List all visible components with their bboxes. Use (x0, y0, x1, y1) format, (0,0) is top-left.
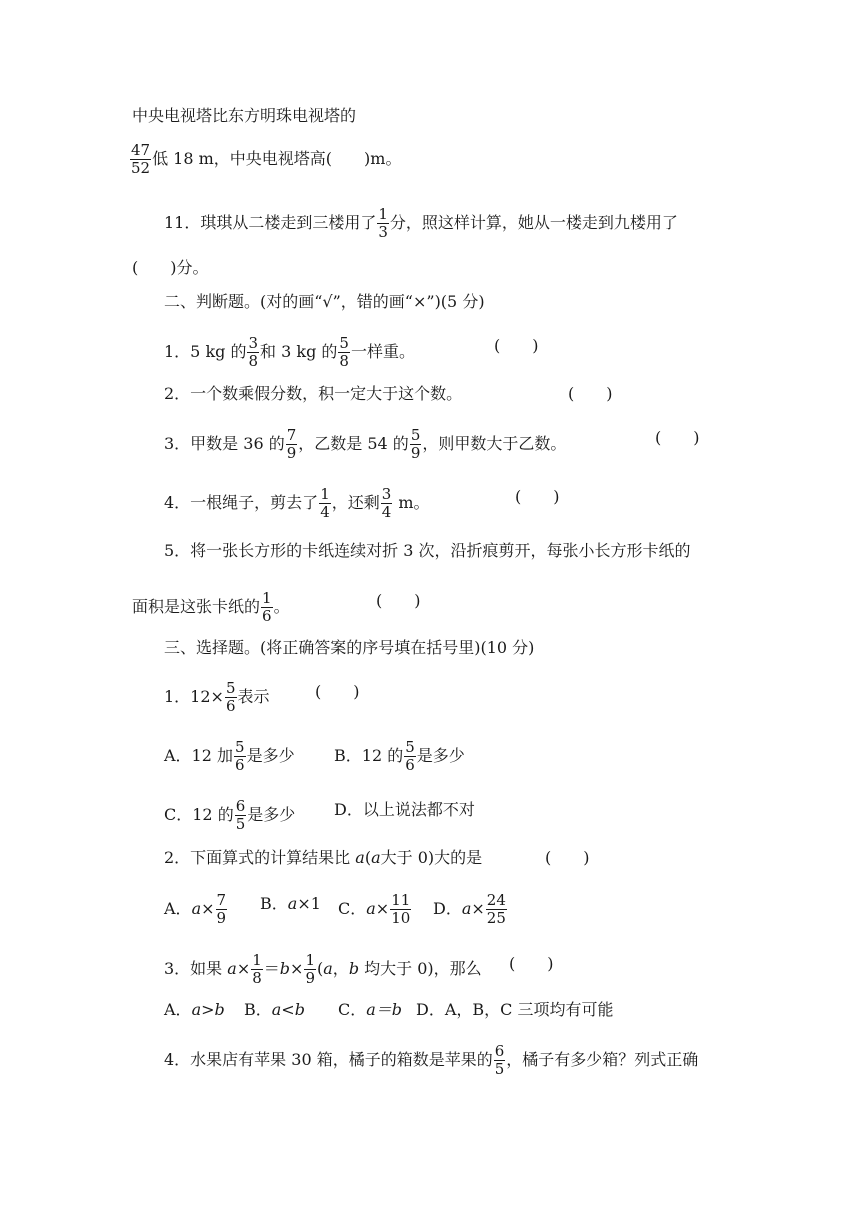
s2-item-3: 3．甲数是 36 的 $\frac{7}{9}$ ，乙数是 54 的 $\frac{5}{9}$ ，则甲数大于乙数。 (164, 426, 567, 462)
fraction: $\frac{1}{9}$ (305, 951, 315, 987)
q10-line2 (129, 142, 401, 177)
s2-item-5-line1: 5．将一张长方形的卡纸连续对折 3 次，沿折痕剪开，每张小长方形卡纸的 (164, 541, 691, 560)
fraction: $\frac{3}{8}$ (248, 334, 259, 370)
fraction: $\frac{1}{4}$ (320, 485, 330, 521)
s3-q2-option-c: C．a× $\frac{11}{10}$ (338, 891, 411, 927)
s3-q3: 3．如果 a× $\frac{1}{8}$ ＝b× $\frac{1}{9}$ (a，b 均大于 0)，那么 (164, 951, 482, 987)
fraction: $\frac{7}{9}$ (286, 426, 297, 462)
fraction: $\frac{24}{25}$ (486, 891, 506, 927)
q10-line1 (132, 106, 356, 126)
s3-q4: 4．水果店有苹果 30 箱，橘子的箱数是苹果的 $\frac{6}{5}$ ，橘子有多少箱？列式正确 (164, 1042, 699, 1078)
s2-item-4-blank[interactable]: ( ) (515, 487, 560, 506)
s3-q3-option-c: C．a＝b (338, 1000, 403, 1019)
fraction: $\frac{3}{4}$ (381, 485, 392, 521)
s3-q3-option-b: B．a<b (244, 1000, 305, 1019)
s3-q1-option-c: C．12 的 $\frac{6}{5}$ 是多少 (164, 797, 296, 833)
s2-item-1-blank[interactable]: ( ) (494, 336, 539, 355)
s2-item-2: 2．一个数乘假分数，积一定大于这个数。 (164, 384, 463, 403)
s3-q2-option-b: B．a×1 (260, 894, 321, 913)
s3-q1: 1．12× $\frac{5}{6}$ 表示 (164, 679, 270, 715)
s2-item-3-blank[interactable]: ( ) (655, 428, 700, 447)
fraction: $\frac{1}{6}$ (262, 589, 272, 625)
fraction: $\frac{5}{8}$ (339, 334, 349, 370)
s3-q3-option-a: A．a>b (164, 1000, 225, 1019)
s2-item-4: 4．一根绳子，剪去了 $\frac{1}{4}$ ，还剩 $\frac{3}{4}$ m。 (164, 485, 430, 521)
answer-blank: ( )分。 (132, 258, 209, 277)
fraction: $\frac{7}{9}$ (216, 891, 227, 927)
fraction: $\frac{1}{8}$ (252, 951, 262, 987)
section2-title: 二、判断题。(对的画“√”，错的画“×”)(5 分) (164, 292, 485, 311)
s3-q2-option-d: D．a× $\frac{24}{25}$ (433, 891, 506, 927)
s3-q2-option-a: A．a× $\frac{7}{9}$ (164, 891, 227, 927)
fraction: $\frac{6}{5}$ (235, 797, 246, 833)
s2-item-1: 1．5 kg 的 $\frac{3}{8}$ 和 3 kg 的 $\frac{5}{8}$ 一样重。 (164, 334, 415, 370)
fraction: $\frac{5}{6}$ (405, 738, 415, 774)
s2-item-5-blank[interactable]: ( ) (376, 591, 421, 610)
fraction: $\frac{5}{6}$ (225, 679, 236, 715)
s3-q3-option-d: D．A，B，C 三项均有可能 (416, 1000, 614, 1019)
q11-line2 (132, 258, 209, 278)
s3-q1-option-b: B．12 的 $\frac{5}{6}$ 是多少 (334, 738, 465, 774)
s3-q2-blank[interactable]: ( ) (545, 848, 590, 867)
fraction: $\frac{5}{9}$ (410, 426, 421, 462)
q11-line1: 11．琪琪从二楼走到三楼用了 $\frac{1}{3}$ 分，照这样计算，她从一楼走到九楼用了 (164, 205, 678, 241)
s3-q3-blank[interactable]: ( ) (509, 954, 554, 973)
fraction: $\frac{5}{6}$ (235, 738, 245, 774)
q10-text-2: 低 18 m，中央电视塔高( )m。 (152, 149, 402, 168)
section3-title: 三、选择题。(将正确答案的序号填在括号里)(10 分) (164, 638, 535, 657)
s3-q1-option-d: D．以上说法都不对 (334, 800, 475, 819)
fraction: $\frac{11}{10}$ (391, 891, 411, 927)
s2-item-5-line2: 面积是这张卡纸的 $\frac{1}{6}$ 。 (132, 589, 290, 625)
q10-text: 中央电视塔比东方明珠电视塔的 (132, 106, 357, 125)
q10-fraction: $\frac{47}{52}$ (131, 141, 151, 177)
s3-q1-blank[interactable]: ( ) (315, 682, 360, 701)
s3-q2: 2．下面算式的计算结果比 a(a大于 0)大的是 (164, 848, 483, 867)
fraction: $\frac{6}{5}$ (494, 1042, 505, 1078)
s2-item-2-blank[interactable]: ( ) (568, 384, 613, 403)
s3-q1-option-a: A．12 加 $\frac{5}{6}$ 是多少 (164, 738, 295, 774)
q11-fraction: $\frac{1}{3}$ (378, 205, 388, 241)
